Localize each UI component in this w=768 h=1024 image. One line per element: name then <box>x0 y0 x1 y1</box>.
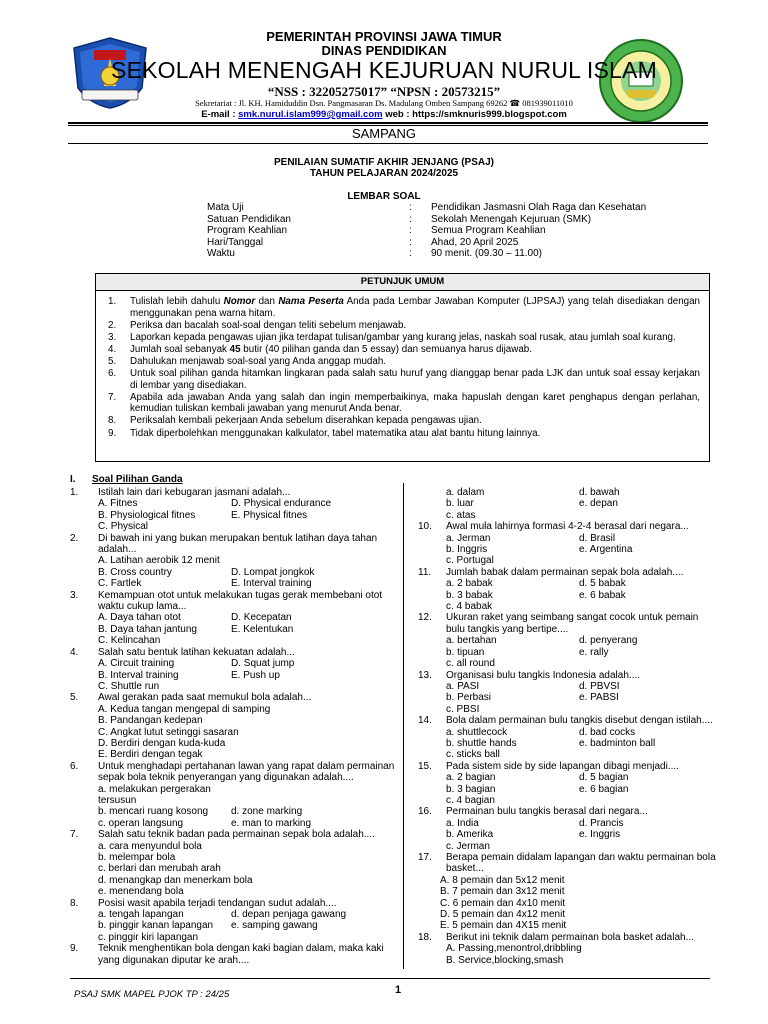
instruction-number: 8. <box>108 415 117 427</box>
instructions-box <box>95 273 710 462</box>
answer-option: c. atas <box>446 509 476 521</box>
question-item <box>418 612 718 669</box>
answer-option: e. Argentina <box>579 544 633 556</box>
question-number: 17. <box>418 852 432 863</box>
answer-option: E. Kelentukan <box>231 623 294 635</box>
answer-option: d. PBVSI <box>579 680 620 692</box>
answer-option: a. 2 babak <box>446 578 493 590</box>
question-item <box>418 521 718 567</box>
answer-option: a. melakukan pergerakan tersusun <box>98 783 211 806</box>
answer-options <box>418 533 718 567</box>
answer-option: d. bawah <box>579 487 620 498</box>
answer-option: C. Angkat lutut setinggi sasaran <box>98 726 239 738</box>
question-item <box>70 829 395 897</box>
question-text: Posisi wasit apabila terjadi tendangan sudut adalah.... <box>98 897 337 909</box>
question-text: Awal mula lahirnya formasi 4-2-4 berasal dari negara... <box>446 521 689 533</box>
answer-option <box>231 784 371 807</box>
question-number: 16. <box>418 806 432 818</box>
answer-option: B. 7 pemain dan 3x12 menit <box>440 886 565 898</box>
answer-option: d. zone marking <box>231 806 303 818</box>
question-stem <box>418 806 718 817</box>
question-number: 8. <box>70 897 79 909</box>
question-text: Bola dalam permainan bulu tangkis disebut dengan istilah.... <box>446 715 713 727</box>
question-item <box>418 715 718 761</box>
answer-option: b. Inggris <box>446 544 488 556</box>
answer-options <box>70 658 395 692</box>
question-text: Salah satu bentuk latihan kekuatan adalah... <box>98 646 295 658</box>
answer-option: b. pinggir kanan lapangan <box>98 920 214 932</box>
answer-option: a. dalam <box>446 487 485 498</box>
question-item <box>70 590 395 647</box>
answer-option: B. Cross country <box>98 566 172 578</box>
answer-option: A. Daya tahan otot <box>98 612 181 624</box>
answer-option: a. cara menyundul bola <box>98 840 202 852</box>
question-stem <box>70 761 395 784</box>
answer-option: b. luar <box>446 498 474 510</box>
question-item <box>70 487 395 533</box>
info-colon: : <box>409 248 412 260</box>
answer-option: A. Latihan aerobik 12 menit <box>98 555 220 567</box>
page-number: 1 <box>395 984 402 996</box>
question-text: Di bawah ini yang bukan merupakan bentuk latihan daya tahan adalah... <box>98 532 378 556</box>
answer-option: D. 5 pemain dan 4x12 menit <box>440 909 566 921</box>
answer-option: c. pinggir kiri lapangan <box>98 931 199 943</box>
info-key: Satuan Pendidikan <box>207 213 291 225</box>
answer-option: a. India <box>446 817 479 829</box>
instruction-text: Periksa dan bacalah soal-soal dengan teliti sebelum menjawab. <box>130 319 407 331</box>
answer-option: a. shuttlecock <box>446 726 508 738</box>
question-text: Awal gerakan pada saat memukul bola adalah... <box>98 692 312 704</box>
answer-option: b. mencari ruang kosong <box>98 806 209 818</box>
school-name: SEKOLAH MENENGAH KEJURUAN NURUL ISLAM <box>111 57 657 83</box>
question-item <box>418 932 718 966</box>
question-stem <box>70 829 395 840</box>
answer-option: d. menangkap dan menerkam bola <box>98 874 253 886</box>
answer-option: D. Kecepatan <box>231 612 292 624</box>
answer-option: B. Interval training <box>98 669 179 681</box>
answer-option: b. 3 babak <box>446 589 493 601</box>
instruction-item <box>108 368 700 391</box>
answer-option: e. man to marking <box>231 817 312 829</box>
question-number: 18. <box>418 931 432 943</box>
answer-option: b. Amerika <box>446 829 494 841</box>
answer-option: C. Physical <box>98 521 149 533</box>
question-number: 15. <box>418 760 432 772</box>
question-text: Organisasi bulu tangkis Indonesia adalah.... <box>446 669 641 681</box>
info-row <box>207 202 646 214</box>
info-key: Program Keahlian <box>207 225 288 237</box>
question-number: 5. <box>70 692 79 704</box>
question-text: Kemampuan otot untuk melakukan tugas gerak membebani otot waktu cukup lama... <box>98 589 383 613</box>
answer-option: d. depan penjaga gawang <box>231 909 347 921</box>
info-colon: : <box>409 225 412 237</box>
answer-option: a. 2 bagian <box>446 772 496 784</box>
question-item <box>418 567 718 613</box>
instruction-text: Tidak diperbolehkan menggunakan kalkulator, tabel matematika atau alat bantu hitung lainnya. <box>130 427 541 439</box>
question-item <box>418 670 718 716</box>
footer-rule <box>70 978 710 979</box>
question-stem <box>70 898 395 909</box>
answer-options <box>418 772 718 806</box>
answer-option: e. depan <box>579 498 618 510</box>
exam-info <box>207 202 646 260</box>
instruction-item <box>108 356 700 368</box>
section-title: Soal Pilihan Ganda <box>92 474 183 485</box>
question-text: Untuk menghadapi pertahanan lawan yang rapat dalam permainan sepak bola teknik penyerangan yang digunakan adalah.... <box>98 760 395 784</box>
info-colon: : <box>409 202 412 213</box>
answer-option: e. PABSI <box>579 692 619 704</box>
question-text: Berapa pemain didalam lapangan dan waktu permainan bola basket... <box>446 852 716 875</box>
question-item <box>70 761 395 829</box>
info-key: Hari/Tanggal <box>207 236 264 248</box>
answer-option: c. all round <box>446 658 495 670</box>
column-divider <box>403 483 404 969</box>
question-number: 3. <box>70 589 79 601</box>
question-number: 1. <box>70 487 79 498</box>
answer-option: b. shuttle hands <box>446 737 517 749</box>
school-address: Sekretariat : Jl. KH. Hamiduddin Dsn. Pangmasaran Ds. Madulang Omben Sampang 69262 ☎ 081939011010 <box>195 98 573 108</box>
school-year: TAHUN PELAJARAN 2024/2025 <box>309 168 459 179</box>
answer-options <box>70 555 395 589</box>
contact-line <box>0 109 768 120</box>
answer-option: d. 5 babak <box>579 578 626 590</box>
answer-option: e. rally <box>579 646 609 658</box>
question-number: 2. <box>70 532 79 544</box>
question-stem <box>70 692 395 703</box>
answer-option: b. tipuan <box>446 646 485 658</box>
exam-title: PENILAIAN SUMATIF AKHIR JENJANG (PSAJ) <box>273 157 494 168</box>
answer-option: a. PASI <box>446 680 480 692</box>
answer-option: c. PBSI <box>446 703 480 715</box>
info-value: Sekolah Menengah Kejuruan (SMK) <box>431 213 592 225</box>
question-number: 9. <box>70 943 79 955</box>
answer-options <box>70 704 395 761</box>
info-row <box>207 225 646 237</box>
info-colon: : <box>409 213 412 225</box>
question-item <box>418 852 718 932</box>
question-text: Teknik menghentikan bola dengan kaki bagian dalam, maka kaki yang digunakan diputar ke arah.... <box>98 943 384 966</box>
question-stem <box>70 533 395 556</box>
answer-option: C. Shuttle run <box>98 680 160 692</box>
question-text: Pada sistem side by side lapangan dibagi menjadi.... <box>446 760 679 772</box>
answer-option: E. Berdiri dengan tegak <box>98 749 203 761</box>
email-link[interactable]: smk.nurul.islam999@gmail.com <box>238 109 383 120</box>
instruction-item <box>108 415 700 427</box>
info-row <box>207 237 646 249</box>
answer-option: C. Kelincahan <box>98 635 161 647</box>
answer-option: A. 8 pemain dan 5x12 menit <box>440 874 565 886</box>
answer-option: E. Interval training <box>231 578 312 590</box>
instruction-number: 7. <box>108 391 117 403</box>
answer-options <box>70 841 395 898</box>
answer-option: d. 5 bagian <box>579 772 629 784</box>
answer-option: e. badminton ball <box>579 737 656 749</box>
answer-option: e. menendang bola <box>98 886 184 898</box>
instruction-text: Tulislah lebih dahulu Nomor dan Nama Peserta Anda pada Lembar Jawaban Komputer (LJPSAJ) yang telah disediakan dengan menggunakan pena warna hitam. <box>130 296 701 319</box>
question-text: Jumlah babak dalam permainan sepak bola adalah.... <box>446 566 684 578</box>
sheet-title: LEMBAR SOAL <box>347 191 421 202</box>
instruction-item <box>108 320 700 332</box>
question-stem <box>418 670 718 681</box>
answer-options <box>418 578 718 612</box>
answer-options <box>418 875 718 932</box>
email-label: E-mail : <box>201 109 239 120</box>
answer-options <box>70 909 395 943</box>
answer-option: B. Physiological fitnes <box>98 509 196 521</box>
question-stem <box>418 761 718 772</box>
answer-option: c. 4 babak <box>446 601 493 613</box>
answer-options <box>418 727 718 761</box>
question-text: Ukuran raket yang seimbang sangat cocok untuk pemain bulu tangkis yang bertipe.... <box>446 612 699 635</box>
question-text: Salah satu teknik badan pada permainan sepak bola adalah.... <box>98 829 375 841</box>
answer-option: c. operan langsung <box>98 817 184 829</box>
info-value: Semua Program Keahlian <box>431 225 546 237</box>
section-number: I. <box>70 474 76 485</box>
question-number: 14. <box>418 715 432 727</box>
answer-options <box>70 784 395 830</box>
question-item <box>70 647 395 693</box>
question-number: 12. <box>418 612 432 624</box>
question-stem <box>418 567 718 578</box>
answer-options <box>418 487 718 521</box>
answer-option: e. Inggris <box>579 829 621 841</box>
instruction-item <box>108 296 700 319</box>
answer-option: c. sticks ball <box>446 749 500 761</box>
instruction-number: 5. <box>108 355 117 367</box>
answer-option: B. Daya tahan jantung <box>98 623 197 635</box>
instruction-item <box>108 344 700 356</box>
info-value: Pendidikan Jasmasni Olah Raga dan Kesehatan <box>431 202 647 213</box>
answer-option: a. Jerman <box>446 532 491 544</box>
question-stem <box>70 943 395 966</box>
question-stem <box>418 715 718 726</box>
answer-option: e. samping gawang <box>231 920 318 932</box>
answer-option: A. Fitnes <box>98 498 138 510</box>
question-item <box>70 898 395 944</box>
question-item <box>70 943 395 966</box>
answer-option: D. Lompat jongkok <box>231 566 315 578</box>
answer-option: A. Kedua tangan mengepal di samping <box>98 703 271 715</box>
question-item <box>70 692 395 760</box>
answer-option: c. berlari dan merubah arah <box>98 863 221 875</box>
answer-option: E. Physical fitnes <box>231 509 308 521</box>
question-number: 7. <box>70 829 79 841</box>
question-number: 11. <box>418 566 432 578</box>
instruction-number: 3. <box>108 331 117 343</box>
city-rule <box>68 143 708 144</box>
city-label: SAMPANG <box>351 126 417 141</box>
department-line: DINAS PENDIDIKAN <box>321 43 447 58</box>
answer-option: E. 5 pemain dan 4X15 menit <box>440 920 567 932</box>
answer-option: a. bertahan <box>446 635 497 647</box>
info-row <box>207 248 646 260</box>
question-item <box>418 761 718 807</box>
instructions-list <box>108 296 700 440</box>
answer-option: e. 6 babak <box>579 589 626 601</box>
instruction-text: Apabila ada jawaban Anda yang salah dan ingin memperbaikinya, maka hapuslah dengan karet penghapus dengan perlahan, kemudian tuliskan kembali jawaban yang menurut Anda benar. <box>130 391 700 415</box>
government-line: PEMERINTAH PROVINSI JAWA TIMUR <box>266 29 502 44</box>
instruction-item <box>108 332 700 344</box>
instruction-text: Untuk soal pilihan ganda hitamkan lingkaran pada salah satu huruf yang dianggap benar pada LJK dan untuk soal essay kerjakan di lembar yang disediakan. <box>130 368 700 391</box>
answer-option: d. Brasil <box>579 532 616 544</box>
answer-option: B. Service,blocking,smash <box>446 954 564 966</box>
info-value: 90 menit. (09.30 – 11.00) <box>431 248 542 260</box>
answer-option: d. penyerang <box>579 635 638 647</box>
answer-option: A. Passing,menontrol,dribbling <box>446 943 582 955</box>
answer-option: d. bad cocks <box>579 726 636 738</box>
answer-option: C. Fartlek <box>98 578 142 590</box>
question-item <box>70 533 395 590</box>
question-stem <box>418 852 718 875</box>
instruction-text: Dahulukan menjawab soal-soal yang Anda anggap mudah. <box>130 355 386 367</box>
instruction-number: 4. <box>108 343 117 355</box>
instruction-text: Laporkan kepada pengawas ujian jika terdapat tulisan/gambar yang kurang jelas, naskah soal rusak, atau jumlah soal kurang. <box>130 331 676 343</box>
question-stem <box>70 487 395 498</box>
left-question-column <box>70 487 395 966</box>
answer-options <box>418 943 718 966</box>
info-key: Waktu <box>207 248 235 260</box>
school-ids: “NSS : 32205275017” “NPSN : 20573215” <box>267 84 501 99</box>
info-row <box>207 214 646 226</box>
question-text: Berikut ini teknik dalam permainan bola basket adalah... <box>446 931 694 943</box>
question-text: Istilah lain dari kebugaran jasmani adalah... <box>98 487 291 498</box>
header-rule-thick <box>68 122 708 124</box>
info-key: Mata Uji <box>207 202 244 213</box>
question-text: Permainan bulu tangkis berasal dari negara... <box>446 806 648 818</box>
instruction-number: 1. <box>108 296 117 307</box>
answer-option: D. Physical endurance <box>231 498 332 510</box>
answer-options <box>418 818 718 852</box>
info-colon: : <box>409 236 412 248</box>
instruction-item <box>108 428 700 440</box>
instruction-number: 6. <box>108 368 117 380</box>
answer-option: C. 6 pemain dan 4x10 menit <box>440 897 566 909</box>
answer-option: d. Prancis <box>579 817 624 829</box>
question-number: 10. <box>418 521 432 533</box>
instruction-item <box>108 392 700 415</box>
question-number: 4. <box>70 646 79 658</box>
instruction-text: Jumlah soal sebanyak 45 butir (40 pilihan ganda dan 5 essay) dan semuanya harus dijawab. <box>130 343 532 355</box>
question-stem <box>418 521 718 532</box>
footer-text: PSAJ SMK MAPEL PJOK TP : 24/25 <box>74 989 230 1000</box>
answer-options <box>70 498 395 532</box>
answer-option: D. Berdiri dengan kuda-kuda <box>98 737 226 749</box>
question-stem <box>70 647 395 658</box>
question-number: 13. <box>418 669 432 681</box>
question-number: 6. <box>70 760 79 772</box>
instruction-number: 2. <box>108 319 117 331</box>
right-question-column <box>418 487 718 966</box>
question-stem <box>70 590 395 613</box>
question-item <box>418 806 718 852</box>
question-item <box>418 487 718 521</box>
answer-option: A. Circuit training <box>98 658 175 670</box>
section-heading <box>70 474 183 485</box>
question-stem <box>418 932 718 943</box>
info-value: Ahad, 20 April 2025 <box>431 236 519 248</box>
answer-option: b. Perbasi <box>446 692 492 704</box>
instructions-title: PETUNJUK UMUM <box>96 274 709 291</box>
answer-option: c. 4 bagian <box>446 794 495 806</box>
answer-option: e. 6 bagian <box>579 783 629 795</box>
answer-option: D. Squat jump <box>231 658 295 670</box>
answer-option: a. tengah lapangan <box>98 909 184 921</box>
answer-option: b. 3 bagian <box>446 783 496 795</box>
answer-option: c. Portugal <box>446 555 494 567</box>
answer-option: c. Jerman <box>446 840 490 852</box>
web-text: web : https://smknuris999.blogspot.com <box>382 109 567 120</box>
answer-option: B. Pandangan kedepan <box>98 715 203 727</box>
instruction-text: Periksalah kembali pekerjaan Anda sebelum diserahkan kepada pengawas ujian. <box>130 415 482 427</box>
answer-options <box>418 635 718 669</box>
answer-options <box>418 681 718 715</box>
question-stem <box>418 612 718 635</box>
answer-option <box>231 555 371 566</box>
answer-options <box>70 612 395 646</box>
answer-option: b. melempar bola <box>98 852 176 863</box>
instruction-number: 9. <box>108 427 117 439</box>
answer-option: E. Push up <box>231 669 280 681</box>
